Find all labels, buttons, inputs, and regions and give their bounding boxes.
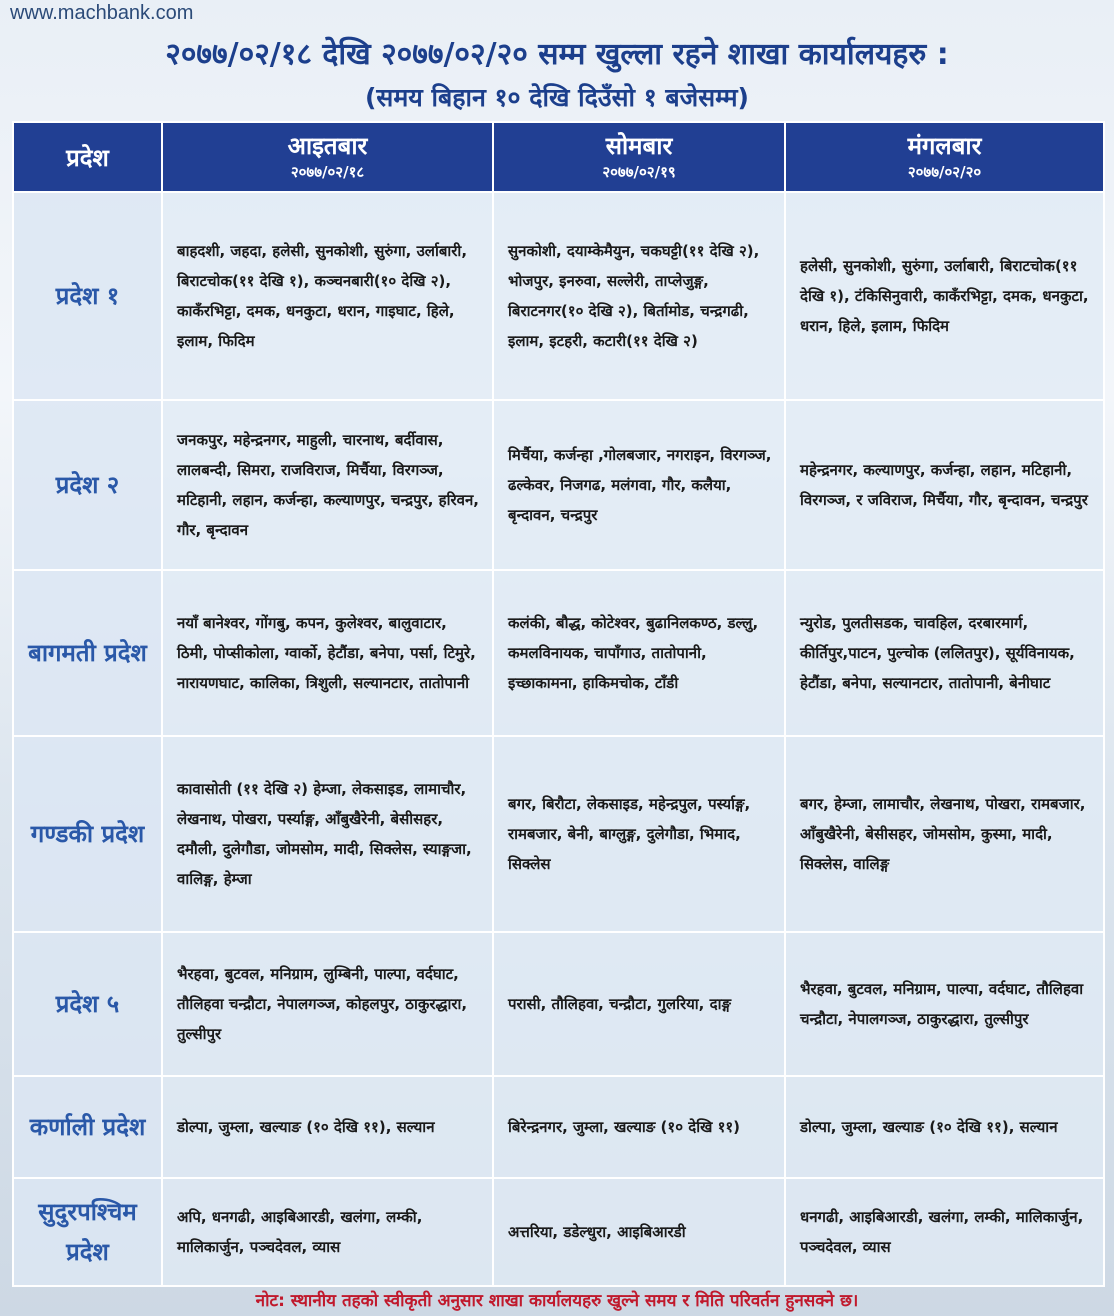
- branch-list-cell: कावासोती (११ देखि २) हेम्जा, लेकसाइड, लामाचौर, लेखनाथ, पोखरा, पर्स्याङ्ग, आँबुखैरेनी, बेसीसहर, दमौली, दुलेगौडा, जोमसोम, मादी, सिक्लेस, स्याङ्गजा, वालिङ्ग, हेम्जा: [162, 736, 493, 932]
- province-name: कर्णाली प्रदेश: [13, 1076, 162, 1178]
- page-title: २०७७/०२/१८ देखि २०७७/०२/२० सम्म खुल्ला रहने शाखा कार्यालयहरु :: [165, 37, 949, 72]
- day-name: मंगलबार: [907, 132, 982, 160]
- branch-list-cell: न्युरोड, पुलतीसडक, चावहिल, दरबारमार्ग, कीर्तिपुर,पाटन, पुल्चोक (ललितपुर), सूर्यविनायक, हेटौंडा, बनेपा, सल्यानटार, तातोपानी, बेनीघाट: [785, 570, 1104, 736]
- branch-list-cell: सुनकोशी, दयाम्केमैयुन, चकघट्टी(११ देखि २), भोजपुर, इनरुवा, सल्लेरी, ताप्लेजुङ्ग, बिराटनगर(१० देखि २), बिर्तामोड, चन्द्रगढी, इलाम, इटहरी, कटारी(११ देखि २): [493, 192, 785, 400]
- province-name: सुदुरपश्चिम प्रदेश: [13, 1178, 162, 1286]
- branch-list-cell: महेन्द्रनगर, कल्याणपुर, कर्जन्हा, लहान, मटिहानी, विरगञ्ज, र जविराज, मिर्चैया, गौर, बृन्दावन, चन्द्रपुर: [785, 400, 1104, 570]
- branch-list-cell: भैरहवा, बुटवल, मनिग्राम, लुम्बिनी, पाल्पा, वर्दघाट, तौलिहवा चन्द्रौटा, नेपालगञ्ज, कोहलपुर, ठाकुरद्धारा, तुल्सीपुर: [162, 932, 493, 1076]
- branch-list-cell: अपि, धनगढी, आइबिआरडी, खलंगा, लम्की, मालिकार्जुन, पञ्चदेवल, व्यास: [162, 1178, 493, 1286]
- header-day-tuesday: [785, 122, 1104, 192]
- branch-schedule-table: [12, 121, 1105, 1287]
- day-name: सोमबार: [605, 132, 673, 160]
- branch-list-cell: अत्तरिया, डडेल्धुरा, आइबिआरडी: [493, 1178, 785, 1286]
- table-row: [13, 192, 1104, 400]
- day-date: २०७७/०२/२०: [907, 163, 982, 181]
- branch-list-cell: जनकपुर, महेन्द्रनगर, माहुली, चारनाथ, बर्दीवास, लालबन्दी, सिमरा, राजविराज, मिर्चैया, विरगञ्ज, मटिहानी, लहान, कर्जन्हा, कल्याणपुर, चन्द्रपुर, हरिवन, गौर, बृन्दावन: [162, 400, 493, 570]
- province-name: बागमती प्रदेश: [13, 570, 162, 736]
- table-row: [13, 1178, 1104, 1286]
- website-url: www.machbank.com: [10, 2, 194, 24]
- header-day-monday: [493, 122, 785, 192]
- footer-note: नोट: स्थानीय तहको स्वीकृती अनुसार शाखा कार्यालयहरु खुल्ने समय र मिति परिवर्तन हुनसक्ने छ।: [255, 1291, 859, 1311]
- province-name: गण्डकी प्रदेश: [13, 736, 162, 932]
- day-date: २०७७/०२/१८: [290, 163, 365, 181]
- day-name: आइतबार: [287, 132, 368, 160]
- table-row: [13, 1076, 1104, 1178]
- branch-list-cell: मिर्चैया, कर्जन्हा ,गोलबजार, नगराइन, विरगञ्ज, ढल्केवर, निजगढ, मलंगवा, गौर, कलैया, बृन्दावन, चन्द्रपुर: [493, 400, 785, 570]
- province-name: प्रदेश १: [13, 192, 162, 400]
- table-row: [13, 736, 1104, 932]
- branch-list-cell: डोल्पा, जुम्ला, खल्याङ (१० देखि ११), सल्यान: [785, 1076, 1104, 1178]
- page-subtitle: (समय बिहान १० देखि दिउँसो १ बजेसम्म): [365, 83, 749, 112]
- table-row: [13, 932, 1104, 1076]
- table-header-row: [13, 122, 1104, 192]
- branch-list-cell: बगर, बिरौटा, लेकसाइड, महेन्द्रपुल, पर्स्याङ्ग, रामबजार, बेनी, बाग्लुङ्ग, दुलेगौडा, भिमाद, सिक्लेस: [493, 736, 785, 932]
- header-province: प्रदेश: [13, 122, 162, 192]
- branch-list-cell: हलेसी, सुनकोशी, सुरुंगा, उर्लाबारी, बिराटचोक(११ देखि १), टंकिसिनुवारी, काकँरभिट्टा, दमक, धनकुटा, धरान, हिले, इलाम, फिदिम: [785, 192, 1104, 400]
- branch-list-cell: बिरेन्द्रनगर, जुम्ला, खल्याङ (१० देखि ११): [493, 1076, 785, 1178]
- day-date: २०७७/०२/१९: [602, 163, 676, 181]
- branch-list-cell: नयाँ बानेश्वर, गोंगबु, कपन, कुलेश्वर, बालुवाटार, ठिमी, पोप्सीकोला, ग्वार्को, हेटौंडा, बनेपा, पर्सा, टिमुरे, नारायणघाट, कालिका, त्रिशुली, सल्यानटार, तातोपानी: [162, 570, 493, 736]
- branch-list-cell: बाहदशी, जहदा, हलेसी, सुनकोशी, सुरुंगा, उर्लाबारी, बिराटचोक(११ देखि १), कञ्चनबारी(१० देखि २), काकँरभिट्टा, दमक, धनकुटा, धरान, गाइघाट, हिले, इलाम, फिदिम: [162, 192, 493, 400]
- header-day-sunday: [162, 122, 493, 192]
- branch-list-cell: धनगढी, आइबिआरडी, खलंगा, लम्की, मालिकार्जुन, पञ्चदेवल, व्यास: [785, 1178, 1104, 1286]
- province-name: प्रदेश २: [13, 400, 162, 570]
- branch-list-cell: परासी, तौलिहवा, चन्द्रौटा, गुलरिया, दाङ्ग: [493, 932, 785, 1076]
- province-name: प्रदेश ५: [13, 932, 162, 1076]
- table-row: [13, 400, 1104, 570]
- branch-list-cell: डोल्पा, जुम्ला, खल्याङ (१० देखि ११), सल्यान: [162, 1076, 493, 1178]
- table-row: [13, 570, 1104, 736]
- branch-list-cell: भैरहवा, बुटवल, मनिग्राम, पाल्पा, वर्दघाट, तौलिहवा चन्द्रौटा, नेपालगञ्ज, ठाकुरद्धारा, तुल्सीपुर: [785, 932, 1104, 1076]
- branch-list-cell: कलंकी, बौद्ध, कोटेश्वर, बुढानिलकण्ठ, डल्लु, कमलविनायक, चापाँगाउ, तातोपानी, इच्छाकामना, हाकिमचोक, टाँडी: [493, 570, 785, 736]
- branch-list-cell: बगर, हेम्जा, लामाचौर, लेखनाथ, पोखरा, रामबजार, आँबुखैरेनी, बेसीसहर, जोमसोम, कुस्मा, मादी, सिक्लेस, वालिङ्ग: [785, 736, 1104, 932]
